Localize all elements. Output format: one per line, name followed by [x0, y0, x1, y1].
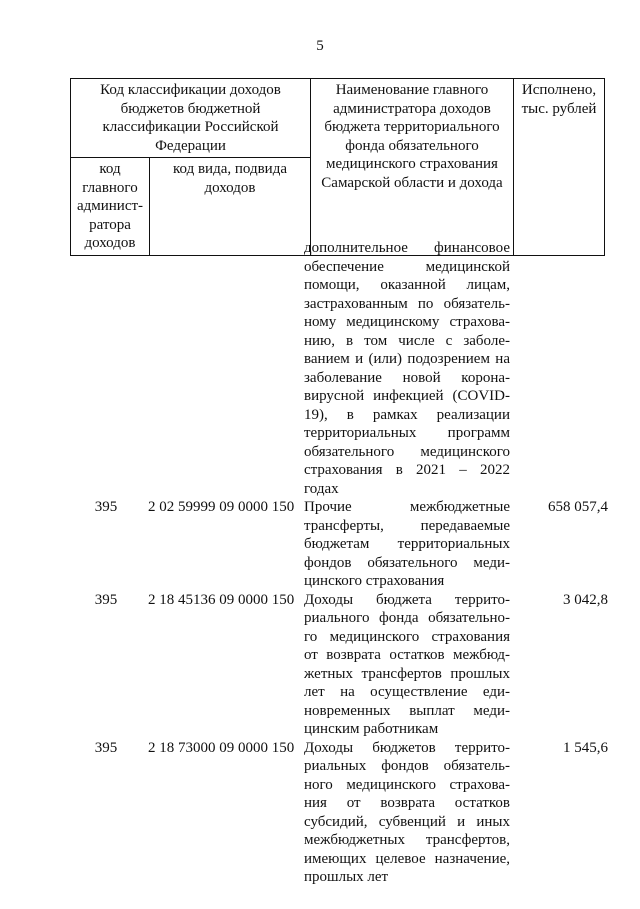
income-name-cell: Доходы бюджета террито- риального фонда обязательно- го медицинского страхования от возврата остатков межбюд- жетных трансфертов прошлых лет на осуществление еди- новременных выплат меди- цинским работникам: [304, 591, 510, 737]
admin-code-cell: 395: [94, 499, 118, 515]
table-body: [70, 239, 608, 887]
admin-code-cell: [70, 239, 142, 498]
income-name-cell: Прочие межбюджетные трансферты, передаваемые бюджетам территориальных фондов обязательного меди- цинского страхования: [304, 499, 510, 589]
table-row: [70, 591, 608, 739]
header-income-kind-code: код вида, подвида доходов: [150, 158, 311, 256]
income-name-cell: Доходы бюджетов террито- риальных фондов обязатель- ного медицинского страхова- ния от возврата остатков субсидий, субвенций и иных межбюджетных трансфертов, имеющих целевое назначение, прошлых лет: [304, 739, 510, 885]
amount-cell: 1 545,6: [563, 739, 608, 756]
income-kind-cell: 2 18 45136 09 0000 150: [148, 591, 295, 608]
page-number: 5: [316, 38, 324, 54]
table-row: [70, 239, 608, 498]
amount-cell: 3 042,8: [563, 591, 608, 608]
amount-cell: 658 057,4: [548, 499, 608, 515]
header-admin-code: код главного админист-ратора доходов: [71, 158, 150, 256]
table-header: [70, 78, 605, 256]
header-classification-group: Код классификации доходов бюджетов бюджетной классификации Российской Федерации: [71, 79, 311, 158]
income-kind-cell: [142, 239, 302, 498]
income-kind-cell: 2 02 59999 09 0000 150: [148, 499, 295, 515]
admin-code-cell: 395: [94, 591, 118, 608]
income-kind-cell: 2 18 73000 09 0000 150: [148, 739, 295, 756]
admin-code-cell: 395: [94, 739, 118, 756]
header-executed-column: Исполнено, тыс. рублей: [514, 79, 605, 256]
header-name-column: Наименование главного администратора доходов бюджета территориального фонда обязательного медицинского страхования Самарской области и дохода: [311, 79, 514, 256]
amount-cell: [510, 239, 608, 498]
income-name-cell: дополнительное финансовое обеспечение медицинской помощи, оказанной лицам, застрахованным по обязатель- ному медицинскому страхова- нию, в том числе с заболе- ванием и (или) подозрением на заболевание новой корона- вирусной инфекцией (COVID- 19), в рамках реализации территориальных программ обязательного медицинского страхования в 2021 – 2022 годах: [304, 240, 510, 497]
table-row: [70, 498, 608, 591]
table-row: [70, 739, 608, 887]
